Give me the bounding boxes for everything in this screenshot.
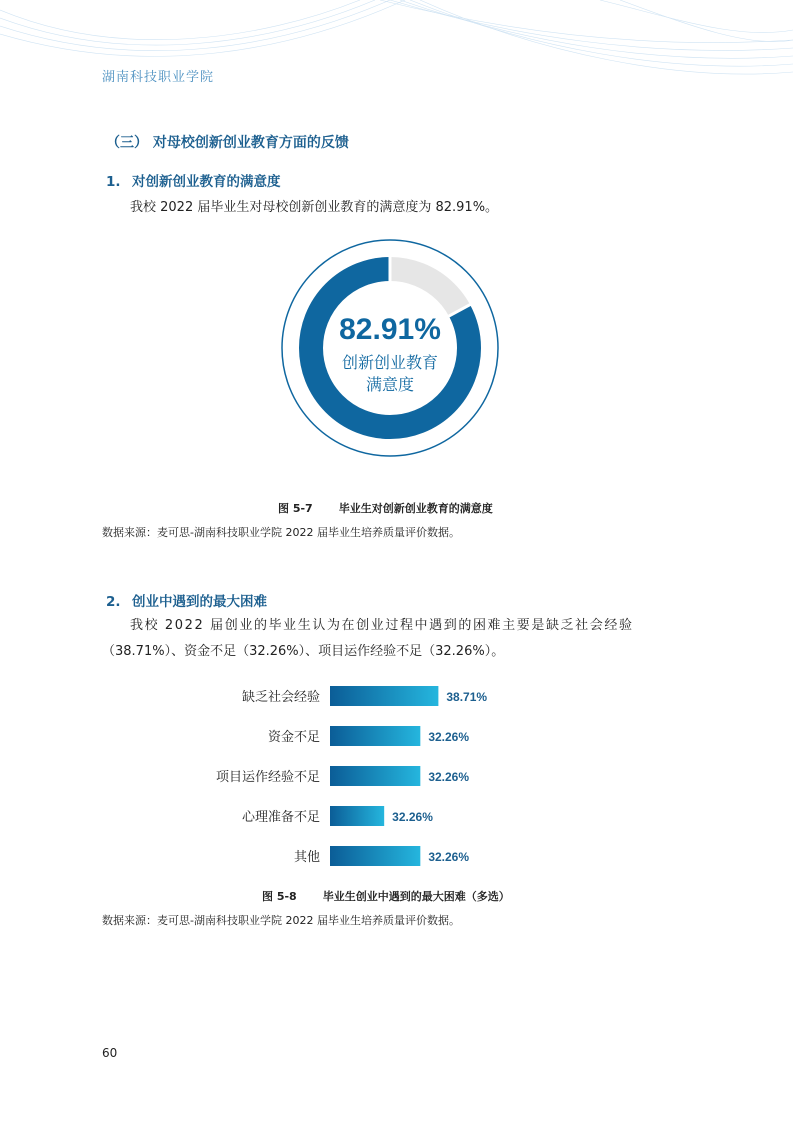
subsection-1-number: 1.	[106, 174, 121, 190]
bar-category-label: 心理准备不足	[241, 810, 320, 825]
figure-5-8-source: 数据来源：麦可思-湖南科技职业学院 2022 届毕业生培养质量评价数据。	[102, 914, 460, 927]
figure-5-7-title: 毕业生对创新创业教育的满意度	[338, 502, 493, 515]
section-title: （三） 对母校创新创业教育方面的反馈	[106, 135, 349, 151]
subsection-2-heading: 创业中遇到的最大困难	[132, 594, 267, 610]
satisfaction-donut	[280, 238, 500, 458]
bar	[330, 726, 420, 746]
subsection-1-title	[106, 170, 281, 190]
bar-value-label: 32.26%	[392, 810, 433, 824]
donut-value: 82.91%	[339, 313, 441, 346]
difficulty-bar-chart	[180, 676, 580, 876]
subsection-2-title	[106, 590, 267, 610]
school-name: 湖南科技职业学院	[102, 70, 215, 85]
bar	[330, 766, 420, 786]
donut-label-line2: 满意度	[365, 375, 415, 394]
subsection-1-heading: 对创新创业教育的满意度	[132, 174, 281, 190]
figure-5-7-caption	[278, 500, 493, 516]
donut-label-line1: 创新创业教育	[341, 353, 439, 372]
bar-category-label: 其他	[293, 850, 320, 865]
figure-5-7-number: 图 5-7	[278, 502, 313, 515]
subsection-2-number: 2.	[106, 594, 121, 610]
subsection-1-text: 我校 2022 届毕业生对母校创新创业教育的满意度为 82.91%。	[130, 200, 499, 215]
subsection-2-text-line2: （38.71%）、资金不足（32.26%）、项目运作经验不足（32.26%）。	[102, 644, 505, 659]
bar	[330, 806, 384, 826]
bar-value-label: 38.71%	[446, 690, 488, 704]
bar-category-label: 资金不足	[267, 730, 320, 745]
page-number: 60	[102, 1046, 118, 1060]
figure-5-8-title: 毕业生创业中遇到的最大困难（多选）	[322, 890, 510, 903]
bar-category-label: 项目运作经验不足	[215, 770, 320, 785]
bar	[330, 686, 438, 706]
bar-value-label: 32.26%	[428, 770, 470, 784]
bar-category-label: 缺乏社会经验	[241, 690, 320, 705]
figure-5-7-source: 数据来源：麦可思-湖南科技职业学院 2022 届毕业生培养质量评价数据。	[102, 526, 460, 539]
bar-value-label: 32.26%	[428, 730, 470, 744]
bar	[330, 846, 420, 866]
figure-5-8-caption	[262, 888, 510, 904]
subsection-2-text-line1: 我校 2022 届创业的毕业生认为在创业过程中遇到的困难主要是缺乏社会经验	[130, 618, 634, 633]
figure-5-8-number: 图 5-8	[262, 890, 297, 903]
bar-value-label: 32.26%	[428, 850, 470, 864]
